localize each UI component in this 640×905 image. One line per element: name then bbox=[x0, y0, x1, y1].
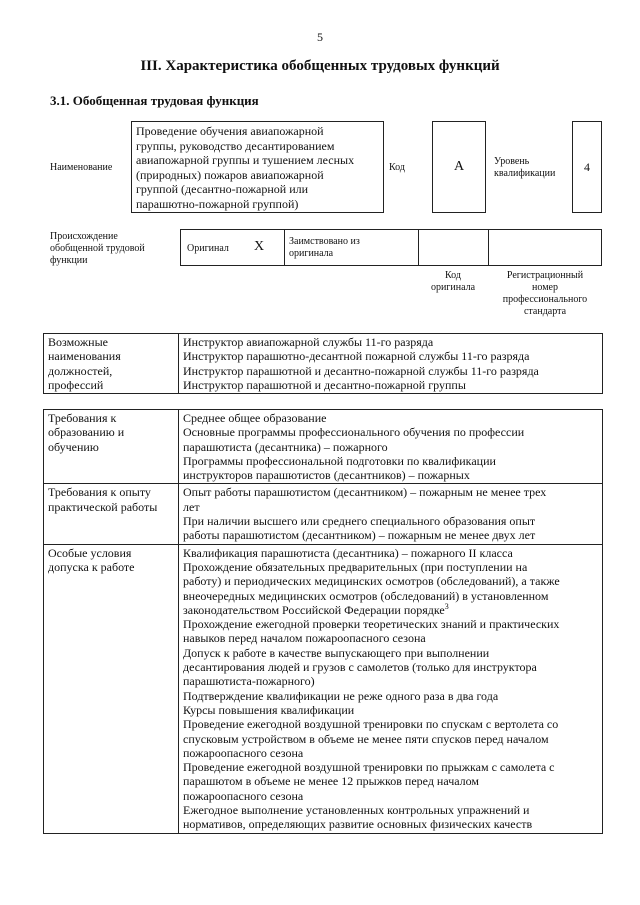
text-line bbox=[183, 603, 598, 617]
function-name-line: группой (десантно-пожарной или bbox=[136, 182, 309, 196]
text-line: Прохождение ежегодной проверки теоретических знаний и практических bbox=[183, 617, 560, 632]
text-line: навыков перед началом пожароопасного сезона bbox=[183, 631, 426, 646]
text-line: Ежегодное выполнение установленных контрольных упражнений и bbox=[183, 803, 530, 818]
text-line: работы парашютистом (десантником) – пожарным не менее двух лет bbox=[183, 528, 536, 543]
education-label bbox=[44, 410, 179, 484]
text-line: Курсы повышения квалификации bbox=[183, 702, 355, 717]
footnote-text: законодательством Российской Федерации порядке bbox=[183, 602, 445, 617]
text-line: Проведение ежегодной воздушной тренировки по спускам с вертолета со bbox=[183, 717, 559, 732]
text-line: лет bbox=[183, 499, 200, 514]
origin-divider bbox=[488, 229, 489, 266]
text-line: нормативов, определяющих развитие основных физических качеств bbox=[183, 817, 533, 832]
label-line: Особые условия bbox=[48, 545, 132, 560]
caption-line: Код bbox=[445, 270, 461, 281]
text-line: пожароопасного сезона bbox=[183, 788, 304, 803]
label-line: Требования к опыту bbox=[48, 485, 151, 500]
text-line: парашютиста (десантника) – пожарного bbox=[183, 439, 388, 454]
label-line: Возможные bbox=[48, 335, 108, 349]
list-item: Инструктор парашютно-десантной пожарной службы 11-го разряда bbox=[183, 349, 530, 364]
special-conditions-label bbox=[44, 544, 179, 833]
origin-divider bbox=[418, 229, 419, 266]
list-item: Инструктор авиапожарной службы 11-го разряда bbox=[183, 335, 434, 349]
code-value: А bbox=[453, 159, 465, 174]
origin-label-line: обобщенной трудовой bbox=[50, 243, 145, 254]
text-line: Квалификация парашютиста (десантника) – пожарного II класса bbox=[183, 545, 513, 560]
origin-label-line: функции bbox=[50, 255, 88, 266]
text-line: Допуск к работе в качестве выпускающего при выполнении bbox=[183, 645, 490, 660]
text-line: работу) и периодических медицинских осмотров (обследований), а также bbox=[183, 574, 560, 589]
label-line: профессий bbox=[48, 377, 104, 392]
level-box bbox=[572, 121, 602, 213]
text-line: Опыт работы парашютистом (десантником) – пожарным не менее трех bbox=[183, 485, 547, 500]
text-line: При наличии высшего или среднего специального образования опыт bbox=[183, 514, 536, 529]
label-line: наименования bbox=[48, 349, 121, 364]
code-label: Код bbox=[389, 162, 405, 173]
code-box bbox=[432, 121, 486, 213]
text-line: Прохождение обязательных предварительных (при поступлении на bbox=[183, 559, 528, 574]
label-line: практической работы bbox=[48, 499, 158, 514]
section-title: III. Характеристика обобщенных трудовых функций bbox=[140, 58, 500, 74]
caption-line: номер bbox=[532, 282, 558, 293]
text-line: спусковым устройством в объеме не менее пяти спусков перед началом bbox=[183, 731, 549, 746]
positions-list bbox=[179, 334, 603, 394]
label-line: образованию и bbox=[48, 425, 125, 440]
subsection-title: 3.1. Обобщенная трудовая функция bbox=[50, 93, 259, 108]
label-line: должностей, bbox=[48, 363, 113, 378]
function-name-line: Проведение обучения авиапожарной bbox=[136, 124, 324, 138]
caption-line: Регистрационный bbox=[506, 270, 584, 281]
function-name-line: (природных) пожаров авиапожарной bbox=[136, 167, 324, 182]
experience-content bbox=[179, 484, 603, 544]
text-line: инструкторов парашютистов (десантников) – пожарных bbox=[183, 468, 470, 483]
borrowed-label bbox=[289, 236, 360, 260]
label-line: обучению bbox=[48, 439, 99, 454]
positions-label bbox=[44, 334, 179, 394]
list-item: Инструктор парашютной и десантно-пожарной группы bbox=[183, 377, 466, 392]
original-mark: X bbox=[254, 239, 265, 254]
borrowed-label-line: Заимствовано из bbox=[289, 236, 360, 247]
caption-line: оригинала bbox=[430, 282, 476, 293]
caption-line: профессионального bbox=[502, 294, 588, 305]
level-label-line: квалификации bbox=[494, 168, 556, 179]
level-value: 4 bbox=[584, 160, 590, 174]
special-conditions-content bbox=[179, 544, 603, 833]
name-label: Наименование bbox=[50, 162, 113, 173]
origin-label bbox=[50, 231, 145, 267]
origin-label-line: Происхождение bbox=[50, 231, 118, 242]
page-number: 5 bbox=[317, 30, 323, 44]
table-row bbox=[44, 410, 603, 484]
original-label: Оригинал bbox=[187, 243, 229, 254]
origin-divider bbox=[284, 229, 285, 266]
function-name-line: авиапожарной группы и тушением лесных bbox=[136, 153, 355, 167]
text-line: Проведение ежегодной воздушной тренировки по прыжкам с самолета с bbox=[183, 760, 555, 775]
origin-table bbox=[180, 229, 602, 266]
table-row bbox=[44, 484, 603, 544]
list-item: Инструктор парашютной и десантно-пожарной службы 11-го разряда bbox=[183, 363, 539, 378]
function-name-line: парашютно-пожарной группой) bbox=[136, 196, 299, 211]
level-label bbox=[494, 156, 555, 180]
requirements-table bbox=[43, 409, 603, 834]
text-line: внеочередных медицинских осмотров (обследований) в установленном bbox=[183, 588, 549, 603]
education-content bbox=[179, 410, 603, 484]
table-row bbox=[44, 544, 603, 833]
text-line: пожароопасного сезона bbox=[183, 745, 304, 760]
level-label-line: Уровень bbox=[494, 156, 530, 167]
footnote-mark bbox=[445, 602, 449, 611]
function-name-box bbox=[131, 121, 384, 213]
label-line: допуска к работе bbox=[48, 559, 135, 574]
text-line: десантирования людей и грузов с самолетов (только для инструктора bbox=[183, 660, 537, 675]
text-line: парашютом в объеме не менее 12 прыжков перед началом bbox=[183, 774, 480, 789]
text-line: Программы профессиональной подготовки по квалификации bbox=[183, 453, 496, 468]
experience-label bbox=[44, 484, 179, 544]
table-row bbox=[44, 334, 603, 394]
caption-line: стандарта bbox=[523, 306, 567, 317]
text-line: парашютиста-пожарного) bbox=[183, 674, 315, 689]
label-line: Требования к bbox=[48, 411, 117, 425]
text-line: Среднее общее образование bbox=[183, 411, 327, 425]
borrowed-label-line: оригинала bbox=[289, 248, 334, 259]
text-line: Основные программы профессионального обучения по профессии bbox=[183, 425, 525, 440]
code-original-caption bbox=[418, 270, 488, 294]
text-line: Подтверждение квалификации не реже одного раза в два года bbox=[183, 688, 499, 703]
positions-table bbox=[43, 333, 603, 394]
function-name-line: группы, руководство десантированием bbox=[136, 138, 335, 153]
reg-number-caption bbox=[488, 270, 602, 318]
